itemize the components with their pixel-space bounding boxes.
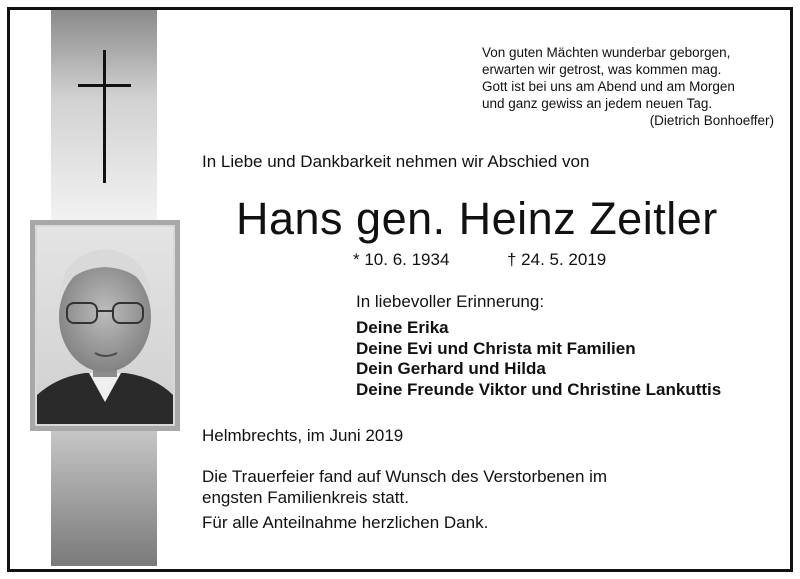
quote-line: und ganz gewiss an jedem neuen Tag. <box>482 96 713 111</box>
quote-line: Von guten Mächten wunderbar geborgen, <box>482 45 731 60</box>
portrait-image <box>37 227 173 424</box>
mourner-item: Deine Freunde Viktor und Christine Lankuttis <box>356 379 722 399</box>
mourner-item: Deine Erika <box>356 318 449 337</box>
bonhoeffer-quote <box>482 44 774 129</box>
quote-line: Gott ist bei uns am Abend und am Morgen <box>482 79 735 94</box>
mourner-item: Dein Gerhard und Hilda <box>356 359 546 378</box>
mourners-list <box>356 318 721 400</box>
place-date: Helmbrechts, im Juni 2019 <box>202 426 404 445</box>
thanks-note: Für alle Anteilnahme herzlichen Dank. <box>202 513 489 532</box>
memory-heading: In liebevoller Erinnerung: <box>356 292 545 311</box>
mourner-item: Deine Evi und Christa mit Familien <box>356 338 636 358</box>
intro-text: In Liebe und Dankbarkeit nehmen wir Abschied von <box>202 152 590 171</box>
portrait-photo <box>30 220 180 431</box>
quote-source: (Dietrich Bonhoeffer) <box>649 113 774 128</box>
birth-date: * 10. 6. 1934 <box>353 250 450 269</box>
death-date: † 24. 5. 2019 <box>507 250 607 269</box>
quote-line: erwarten wir getrost, was kommen mag. <box>482 62 722 77</box>
deceased-name: Hans gen. Heinz Zeitler <box>236 193 718 244</box>
funeral-note: Die Trauerfeier fand auf Wunsch des Verstorbenen im engsten Familienkreis statt. <box>202 467 608 507</box>
